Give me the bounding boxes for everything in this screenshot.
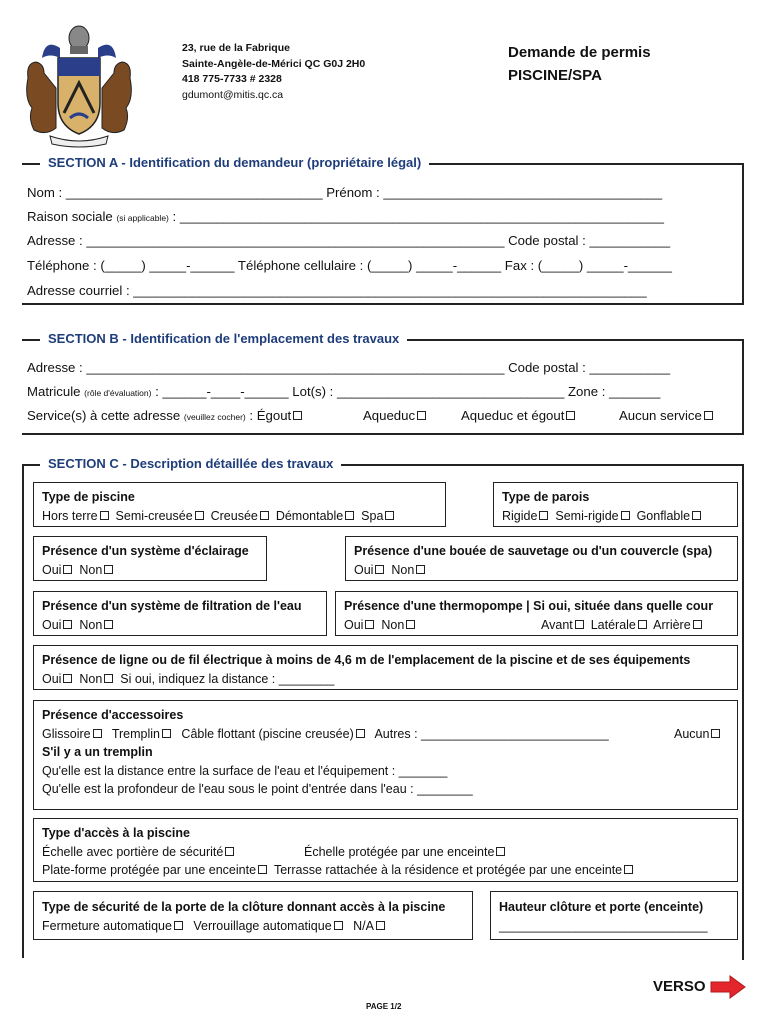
services-note: (veuillez cocher) xyxy=(183,412,246,422)
type-parois-label: Type de parois xyxy=(502,490,590,504)
raison-note: (si applicable) xyxy=(116,213,169,223)
bouee-oui: Oui xyxy=(354,562,374,577)
services-label: Service(s) à cette adresse xyxy=(27,408,184,423)
opt-semi-creusee: Semi-creusée xyxy=(115,508,193,523)
electrique-distance-field[interactable]: Si oui, indiquez la distance : ________ xyxy=(120,671,335,686)
box-securite xyxy=(33,891,473,940)
checkbox-rigide[interactable] xyxy=(539,511,548,520)
section-c-left-border xyxy=(22,464,24,958)
type-parois-options xyxy=(502,507,737,526)
tremplin-q2-field[interactable]: Qu'elle est la profondeur de l'eau sous le point d'entrée dans l'eau : ________ xyxy=(42,782,473,796)
box-bouee xyxy=(345,536,738,581)
opt-creusee: Creusée xyxy=(210,508,258,523)
checkbox-thermopompe-non[interactable] xyxy=(406,620,415,629)
electrique-label: Présence de ligne ou de fil électrique à moins de 4,6 m de l'emplacement de la piscine et de ses équipements xyxy=(42,653,691,667)
checkbox-aqueduc[interactable] xyxy=(417,411,426,420)
box-type-piscine xyxy=(33,482,446,527)
acces-label: Type d'accès à la piscine xyxy=(42,826,190,840)
option-aqueduc-egout xyxy=(461,408,575,424)
checkbox-electrique-oui[interactable] xyxy=(63,674,72,683)
aucun-service-label: Aucun service xyxy=(619,408,702,423)
securite-opt3: N/A xyxy=(353,918,374,933)
checkbox-eclairage-non[interactable] xyxy=(104,565,113,574)
checkbox-securite-opt2[interactable] xyxy=(334,921,343,930)
checkbox-aqueduc-egout[interactable] xyxy=(566,411,575,420)
checkbox-bouee-oui[interactable] xyxy=(375,565,384,574)
checkbox-eclairage-oui[interactable] xyxy=(63,565,72,574)
matricule-label: Matricule xyxy=(27,384,85,399)
title-line1: Demande de permis xyxy=(508,44,651,61)
checkbox-cable[interactable] xyxy=(356,729,365,738)
section-a-title: SECTION A - Identification du demandeur (propriétaire légal) xyxy=(40,155,429,170)
acces-opt2: Échelle protégée par une enceinte xyxy=(304,844,495,859)
title-line2: PISCINE/SPA xyxy=(508,67,602,84)
page-number: PAGE 1/2 xyxy=(366,1002,402,1011)
box-thermopompe xyxy=(335,591,738,636)
hauteur-label: Hauteur clôture et porte (enceinte) xyxy=(499,900,704,914)
thermopompe-oui: Oui xyxy=(344,617,364,632)
tremplin-title: S'il y a un tremplin xyxy=(42,745,153,759)
option-egout: : Égout xyxy=(245,408,292,423)
bouee-label: Présence d'une bouée de sauvetage ou d'un couvercle (spa) xyxy=(354,544,713,558)
section-b-line-services xyxy=(27,408,302,425)
right-arrow-icon xyxy=(710,975,746,999)
checkbox-filtration-non[interactable] xyxy=(104,620,113,629)
checkbox-gonflable[interactable] xyxy=(692,511,701,520)
phone: 418 775-7733 # 2328 xyxy=(182,73,282,85)
hauteur-field[interactable]: ______________________________ xyxy=(499,918,708,933)
acces-opt3: Plate-forme protégée par une enceinte xyxy=(42,863,257,877)
eclairage-oui: Oui xyxy=(42,562,62,577)
cour-laterale: Latérale xyxy=(590,617,636,632)
type-piscine-label: Type de piscine xyxy=(42,490,135,504)
box-eclairage xyxy=(33,536,267,581)
bouee-non: Non xyxy=(391,562,415,577)
verso-label: VERSO xyxy=(653,978,706,995)
opt-aucun: Aucun xyxy=(674,726,710,741)
document-title xyxy=(508,41,651,87)
checkbox-thermopompe-oui[interactable] xyxy=(365,620,374,629)
box-acces xyxy=(33,818,738,882)
checkbox-cour-avant[interactable] xyxy=(575,620,584,629)
section-a-line-telephone[interactable]: Téléphone : (_____) _____-______ Téléphone cellulaire : (_____) _____-______ Fax : (_____) _____-______ xyxy=(27,258,672,273)
checkbox-semi-rigide[interactable] xyxy=(621,511,630,520)
opt-cable: Câble flottant (piscine creusée) xyxy=(181,726,354,741)
opt-glissoire: Glissoire xyxy=(42,726,91,741)
securite-opt1: Fermeture automatique xyxy=(42,918,172,933)
opt-demontable: Démontable xyxy=(275,508,344,523)
aqueduc-label: Aqueduc xyxy=(363,408,416,423)
section-c-title: SECTION C - Description détaillée des travaux xyxy=(40,456,341,471)
section-b-line-matricule[interactable] xyxy=(27,384,660,401)
checkbox-cour-arriere[interactable] xyxy=(693,620,702,629)
checkbox-hors-terre[interactable] xyxy=(100,511,109,520)
accessoires-label: Présence d'accessoires xyxy=(42,708,184,722)
box-electrique xyxy=(33,645,738,690)
cour-arriere: Arrière xyxy=(653,617,691,632)
checkbox-creusee[interactable] xyxy=(260,511,269,520)
eclairage-label: Présence d'un système d'éclairage xyxy=(42,544,249,558)
section-a-line-courriel[interactable]: Adresse courriel : ______________________________________________________________________ xyxy=(27,283,647,298)
matricule-note: (rôle d'évaluation) xyxy=(84,388,152,398)
checkbox-demontable[interactable] xyxy=(345,511,354,520)
type-piscine-options xyxy=(42,507,445,526)
checkbox-acces-opt2[interactable] xyxy=(496,847,505,856)
matricule-field[interactable]: : ______-____-______ Lot(s) : _______________________________ Zone : _______ xyxy=(151,384,661,399)
autres-field[interactable]: Autres : ___________________________ xyxy=(374,726,609,741)
checkbox-aucun-service[interactable] xyxy=(704,411,713,420)
checkbox-acces-opt3[interactable] xyxy=(258,865,267,874)
securite-opt2: Verrouillage automatique xyxy=(193,918,332,933)
option-aucun-service xyxy=(619,408,713,424)
opt-spa: Spa xyxy=(361,508,384,523)
box-type-parois xyxy=(493,482,738,527)
box-hauteur xyxy=(490,891,738,940)
raison-label: Raison sociale xyxy=(27,209,117,224)
opt-hors-terre: Hors terre xyxy=(42,508,98,523)
opt-semi-rigide: Semi-rigide xyxy=(555,508,619,523)
securite-label: Type de sécurité de la porte de la clôture donnant accès à la piscine xyxy=(42,900,446,914)
checkbox-securite-opt3[interactable] xyxy=(376,921,385,930)
checkbox-acces-opt1[interactable] xyxy=(225,847,234,856)
checkbox-aucun[interactable] xyxy=(711,729,720,738)
section-b-title: SECTION B - Identification de l'emplacement des travaux xyxy=(40,331,407,346)
opt-rigide: Rigide xyxy=(502,508,538,523)
checkbox-semi-creusee[interactable] xyxy=(195,511,204,520)
checkbox-egout[interactable] xyxy=(293,411,302,420)
opt-gonflable: Gonflable xyxy=(636,508,691,523)
checkbox-spa[interactable] xyxy=(385,511,394,520)
option-aqueduc xyxy=(363,408,426,424)
section-a-line-adresse[interactable]: Adresse : _________________________________________________________ Code postal : ___________ xyxy=(27,233,671,248)
cour-avant: Avant xyxy=(541,617,573,632)
electrique-oui: Oui xyxy=(42,671,62,686)
checkbox-acces-opt4[interactable] xyxy=(624,865,633,874)
opt-tremplin: Tremplin xyxy=(111,726,160,741)
tremplin-q1-field[interactable]: Qu'elle est la distance entre la surface de l'eau et l'équipement : _______ xyxy=(42,763,448,778)
checkbox-bouee-non[interactable] xyxy=(416,565,425,574)
filtration-oui: Oui xyxy=(42,617,62,632)
section-a-line-raison[interactable] xyxy=(27,209,664,226)
checkbox-glissoire[interactable] xyxy=(93,729,102,738)
checkbox-tremplin[interactable] xyxy=(162,729,171,738)
raison-field[interactable]: : __________________________________________________________________ xyxy=(168,209,664,224)
eclairage-non: Non xyxy=(79,562,103,577)
electrique-non: Non xyxy=(79,671,103,686)
thermopompe-label: Présence d'une thermopompe | Si oui, située dans quelle cour xyxy=(344,599,714,613)
checkbox-filtration-oui[interactable] xyxy=(63,620,72,629)
section-a-line-nom[interactable]: Nom : ___________________________________ Prénom : ______________________________________ xyxy=(27,185,663,200)
box-filtration xyxy=(33,591,327,636)
checkbox-securite-opt1[interactable] xyxy=(174,921,183,930)
box-accessoires xyxy=(33,700,738,810)
filtration-non: Non xyxy=(79,617,103,632)
checkbox-electrique-non[interactable] xyxy=(104,674,113,683)
section-b-line-adresse[interactable]: Adresse : _________________________________________________________ Code postal : ___________ xyxy=(27,360,671,375)
checkbox-cour-laterale[interactable] xyxy=(638,620,647,629)
municipality-address xyxy=(182,41,365,103)
address-line1: 23, rue de la Fabrique xyxy=(182,42,290,54)
filtration-label: Présence d'un système de filtration de l'eau xyxy=(42,599,302,613)
acces-opt1: Échelle avec portière de sécurité xyxy=(42,844,224,859)
email: gdumont@mitis.qc.ca xyxy=(182,88,284,101)
thermopompe-non: Non xyxy=(381,617,405,632)
acces-opt4: Terrasse rattachée à la résidence et protégée par une enceinte xyxy=(273,863,623,877)
address-line2: Sainte-Angèle-de-Mérici QC G0J 2H0 xyxy=(182,57,366,70)
coat-of-arms-logo xyxy=(20,18,138,148)
aqueduc-egout-label: Aqueduc et égout xyxy=(461,408,565,423)
